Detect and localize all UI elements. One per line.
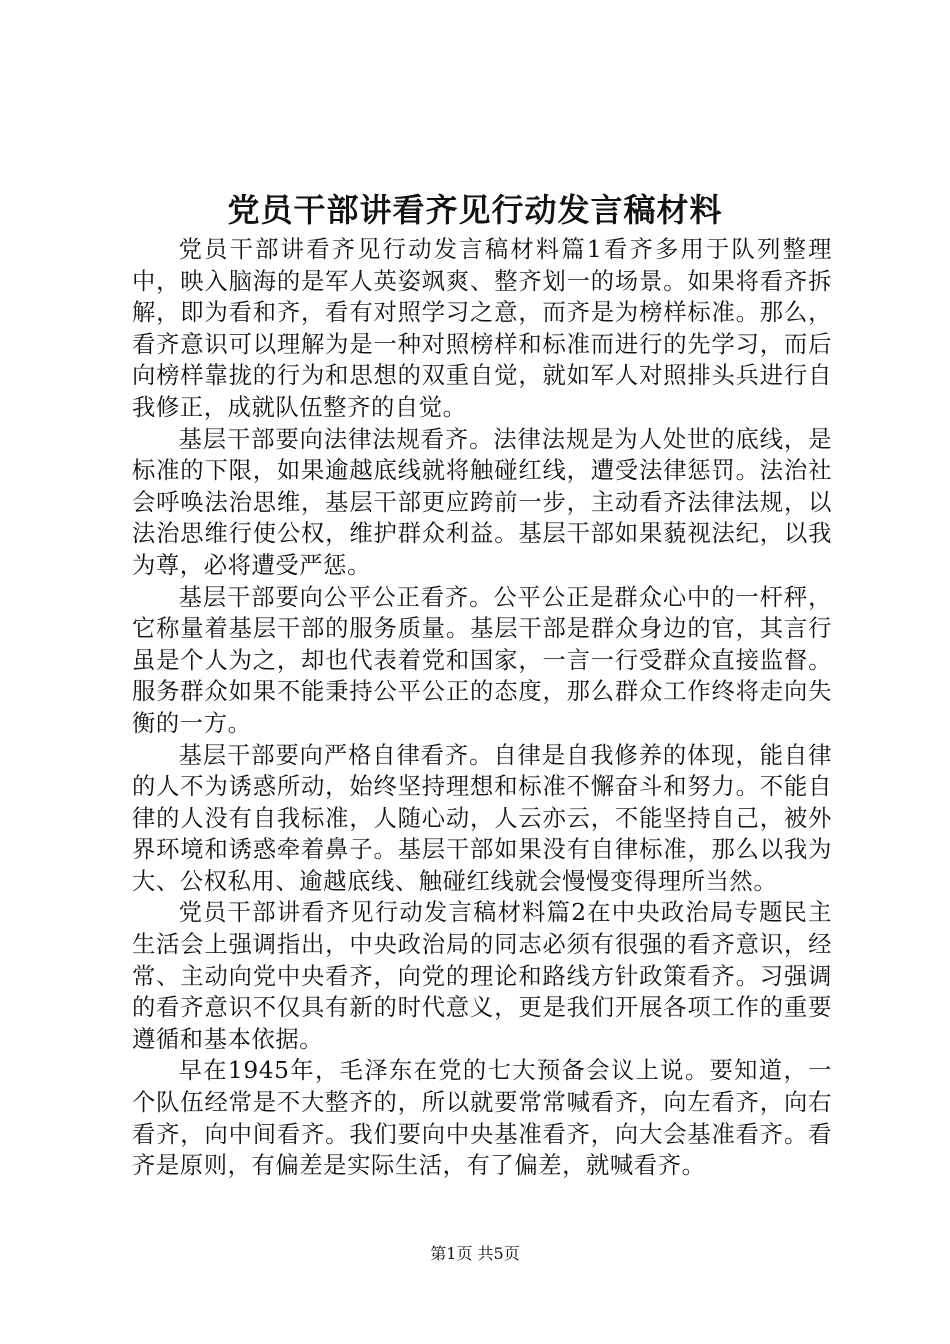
paragraph-2: 基层干部要向法律法规看齐。法律法规是为人处世的底线，是标准的下限，如果逾越底线就将触碰红线，遭受法律惩罚。法治社会呼唤法治思维，基层干部更应跨前一步，主动看齐法律法规，以法治思维行使公权，维护群众利益。基层干部如果藐视法纪，以我为尊，必将遭受严惩。 — [132, 425, 832, 579]
document-title: 党员干部讲看齐见行动发言稿材料 — [227, 191, 723, 229]
paragraph-4: 基层干部要向严格自律看齐。自律是自我修养的体现，能自律的人不为诱惑所动，始终坚持理想和标准不懈奋斗和努力。不能自律的人没有自我标准，人随心动，人云亦云，不能坚持自己，被外界环境和诱惑牵着鼻子。基层干部如果没有自律标准，那么以我为大、公权私用、逾越底线、触碰红线就会慢慢变得理所当然。 — [132, 741, 832, 895]
paragraph-3: 基层干部要向公平公正看齐。公平公正是群众心中的一杆秤，它称量着基层干部的服务质量。基层干部是群众身边的官，其言行虽是个人为之，却也代表着党和国家，一言一行受群众直接监督。服务群众如果不能秉持公平公正的态度，那么群众工作终将走向失衡的一方。 — [132, 583, 832, 737]
paragraph-1: 党员干部讲看齐见行动发言稿材料篇1看齐多用于队列整理中，映入脑海的是军人英姿飒爽、整齐划一的场景。如果将看齐拆解，即为看和齐，看有对照学习之意，而齐是为榜样标准。那么，看齐意识可以理解为是一种对照榜样和标准而进行的先学习，而后向榜样靠拢的行为和思想的双重自觉，就如军人对照排头兵进行自我修正，成就队伍整齐的自觉。 — [132, 236, 832, 421]
page-footer: 第1页 共5页 — [430, 1244, 520, 1263]
paragraph-6: 早在1945年，毛泽东在党的七大预备会议上说。要知道，一个队伍经常是不大整齐的，所以就要常常喊看齐，向左看齐，向右看齐，向中间看齐。我们要向中央基准看齐，向大会基准看齐。看齐是原则，有偏差是实际生活，有了偏差，就喊看齐。 — [132, 1057, 832, 1180]
paragraph-5: 党员干部讲看齐见行动发言稿材料篇2在中央政治局专题民主生活会上强调指出，中央政治局的同志必须有很强的看齐意识，经常、主动向党中央看齐，向党的理论和路线方针政策看齐。习强调的看齐意识不仅具有新的时代意义，更是我们开展各项工作的重要遵循和基本依据。 — [132, 899, 832, 1053]
document-body — [132, 234, 832, 1182]
